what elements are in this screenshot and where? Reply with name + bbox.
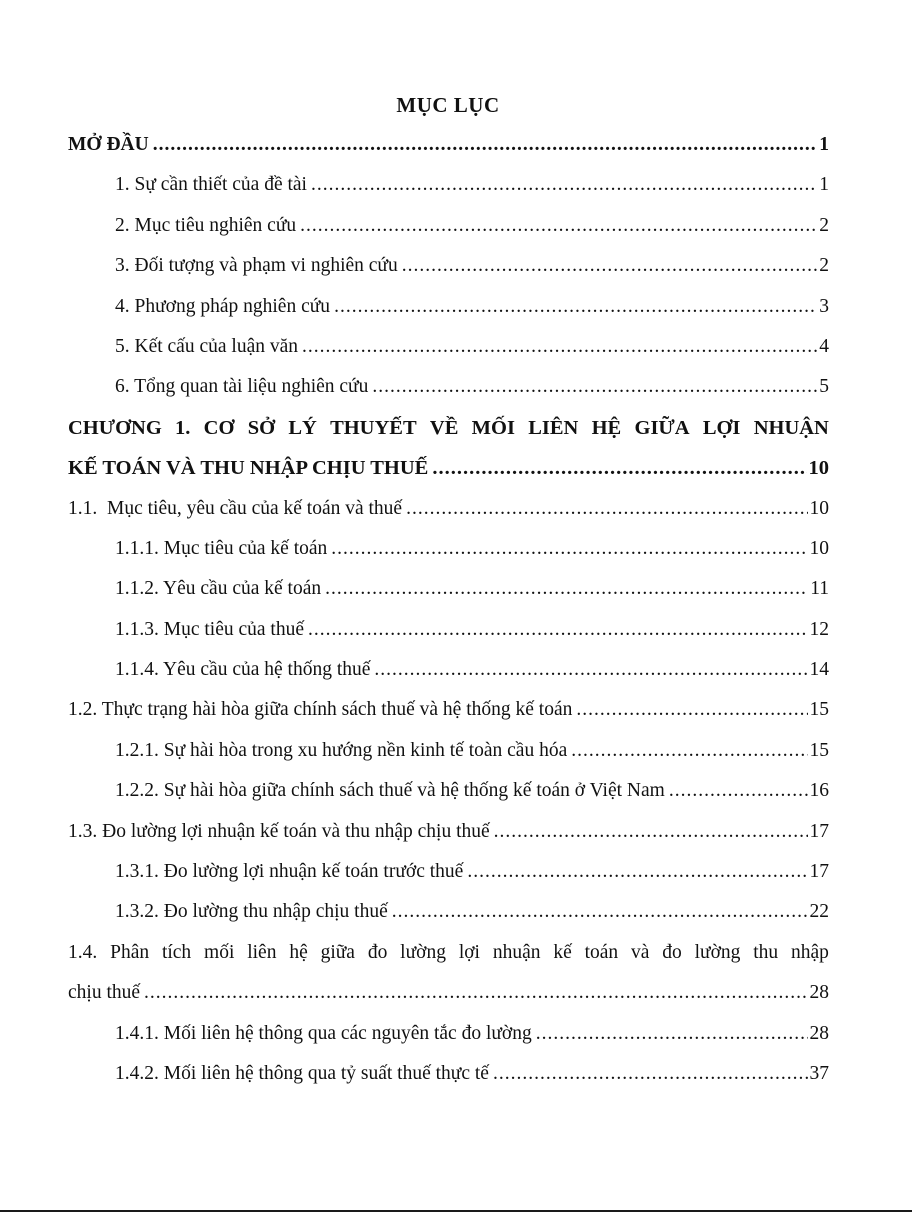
- toc-entry-label: 1.4.1. Mối liên hệ thông qua các nguyên tắc đo lường: [115, 1022, 532, 1044]
- toc-entry-page: 28: [809, 1022, 829, 1044]
- toc-entry-mo-dau[interactable]: [68, 134, 829, 174]
- dot-leader: [432, 457, 806, 480]
- dot-leader: [493, 1063, 808, 1085]
- heading-word: lợi: [458, 941, 480, 963]
- dot-leader: [308, 619, 808, 641]
- toc-entry-label: 1.2. Thực trạng hài hòa giữa chính sách thuế và hệ thống kế toán: [68, 699, 573, 721]
- heading-word: LIÊN: [528, 416, 579, 439]
- toc-entry-label: 1.2.1. Sự hài hòa trong xu hướng nền kinh tế toàn cầu hóa: [115, 739, 568, 761]
- heading-word: mối: [204, 941, 235, 963]
- heading-word: toán: [584, 941, 619, 963]
- toc-entry-page: 5: [819, 376, 829, 398]
- toc-entry-page: 10: [809, 537, 829, 559]
- toc-entry-6[interactable]: [68, 376, 829, 416]
- heading-word: và: [630, 941, 650, 963]
- heading-word: 1.4.: [68, 941, 98, 963]
- toc-entry-page: 28: [809, 982, 829, 1004]
- chapter-heading-line-2: [68, 457, 829, 497]
- toc-entry-label: 1.3. Đo lường lợi nhuận kế toán và thu nhập chịu thuế: [68, 820, 490, 842]
- toc-entry-1-1-1[interactable]: [68, 538, 829, 578]
- toc-entry-1-4-1[interactable]: [68, 1023, 829, 1063]
- heading-word: VỀ: [429, 416, 459, 439]
- dot-leader: [402, 255, 818, 277]
- heading-word: kế: [553, 941, 572, 963]
- toc-entry-page: 10: [808, 457, 829, 480]
- toc-entry-label: 1.1. Mục tiêu, yêu cầu của kế toán và thuế: [68, 497, 403, 519]
- heading-word: MỐI: [471, 416, 515, 439]
- heading-word: lường: [694, 941, 741, 963]
- dot-leader: [406, 498, 807, 520]
- dot-leader: [302, 336, 817, 358]
- toc-entry-1-2[interactable]: [68, 699, 829, 739]
- toc-entry-page: 4: [819, 335, 829, 357]
- toc-entry-page: 1: [819, 134, 829, 155]
- toc-entry-label: 1.4.2. Mối liên hệ thông qua tỷ suất thuế thực tế: [115, 1062, 489, 1084]
- toc-entry-4[interactable]: [68, 296, 829, 336]
- toc-entry-page: 15: [809, 699, 829, 721]
- dot-leader: [536, 1023, 808, 1045]
- chapter-heading-line-1: [68, 417, 829, 457]
- heading-word: NHUẬN: [753, 416, 829, 439]
- heading-word: đo: [367, 941, 388, 963]
- heading-word: CHƯƠNG: [68, 416, 162, 439]
- toc-entry-page: 3: [819, 295, 829, 317]
- toc-entry-chapter-1[interactable]: [68, 417, 829, 498]
- heading-word: nhập: [791, 941, 829, 963]
- toc-entry-label: 1. Sự cần thiết của đề tài: [115, 174, 307, 196]
- dot-leader: [571, 740, 807, 762]
- toc-entry-1-4[interactable]: [68, 942, 829, 1023]
- dot-leader: [325, 578, 808, 600]
- dot-leader: [334, 296, 817, 318]
- toc-entry-page: 37: [809, 1062, 829, 1084]
- toc-entry-label: 2. Mục tiêu nghiên cứu: [115, 214, 297, 236]
- toc-entry-1[interactable]: [68, 174, 829, 214]
- dot-leader: [144, 982, 807, 1004]
- toc-entry-page: 10: [809, 497, 829, 519]
- toc-entry-page: 2: [819, 214, 829, 236]
- toc-entry-1-1[interactable]: [68, 498, 829, 538]
- toc-entry-page: 1: [819, 174, 829, 196]
- toc-entry-label: 1.3.2. Đo lường thu nhập chịu thuế: [115, 901, 388, 923]
- toc-entry-page: 11: [810, 578, 829, 600]
- toc-entry-label: 6. Tổng quan tài liệu nghiên cứu: [115, 376, 369, 398]
- dot-leader: [331, 538, 807, 560]
- toc-entry-label: 1.2.2. Sự hài hòa giữa chính sách thuế và hệ thống kế toán ở Việt Nam: [115, 780, 665, 802]
- heading-word: CƠ: [203, 416, 235, 439]
- toc-entry-label: 1.1.2. Yêu cầu của kế toán: [115, 578, 322, 600]
- toc-entry-label: chịu thuế: [68, 982, 141, 1004]
- toc-entry-label: 4. Phương pháp nghiên cứu: [115, 295, 331, 317]
- toc-entry-label: MỞ ĐẦU: [68, 134, 149, 155]
- toc-entry-page: 16: [809, 780, 829, 802]
- toc-entry-1-3-1[interactable]: [68, 861, 829, 901]
- heading-word: Phân: [110, 941, 150, 963]
- toc-entry-label: 5. Kết cấu của luận văn: [115, 335, 299, 357]
- dot-leader: [392, 901, 808, 923]
- heading-word: thu: [753, 941, 779, 963]
- heading-word: 1.: [175, 416, 191, 439]
- toc-entry-label: 1.3.1. Đo lường lợi nhuận kế toán trước thuế: [115, 861, 464, 883]
- heading-word: SỞ: [247, 416, 276, 439]
- heading-word: liên: [247, 941, 277, 963]
- heading-word: THUYẾT: [330, 416, 417, 439]
- heading-word: GIỮA: [634, 416, 690, 439]
- heading-word: đo: [662, 941, 682, 963]
- toc-entry-5[interactable]: [68, 336, 829, 376]
- toc-entry-3[interactable]: [68, 255, 829, 295]
- wrapped-heading-line-1: [68, 942, 829, 982]
- toc-entry-1-2-2[interactable]: [68, 780, 829, 820]
- toc-entry-1-4-2[interactable]: [68, 1063, 829, 1103]
- toc-entry-label: 1.1.1. Mục tiêu của kế toán: [115, 537, 328, 559]
- toc-entry-page: 17: [809, 861, 829, 883]
- toc-entry-1-3[interactable]: [68, 821, 829, 861]
- dot-leader: [300, 215, 817, 237]
- dot-leader: [372, 376, 817, 398]
- toc-entry-1-1-2[interactable]: [68, 578, 829, 618]
- heading-word: tích: [161, 941, 192, 963]
- toc-entry-label: KẾ TOÁN VÀ THU NHẬP CHỊU THUẾ: [68, 457, 429, 480]
- heading-word: LỢI: [702, 416, 741, 439]
- heading-word: nhuận: [492, 941, 541, 963]
- heading-word: LÝ: [288, 416, 317, 439]
- dot-leader: [669, 780, 808, 802]
- heading-word: lường: [400, 941, 446, 963]
- toc-entry-label: 1.1.4. Yêu cầu của hệ thống thuế: [115, 659, 371, 681]
- toc-entry-page: 22: [809, 901, 829, 923]
- dot-leader: [494, 821, 808, 843]
- dot-leader: [576, 699, 807, 721]
- toc-entry-2[interactable]: [68, 215, 829, 255]
- dot-leader: [153, 134, 818, 156]
- toc-entry-page: 12: [809, 618, 829, 640]
- heading-word: hệ: [289, 941, 308, 963]
- page-title: MỤC LỤC: [396, 93, 500, 117]
- page-bottom-border: [0, 1210, 912, 1212]
- dot-leader: [374, 659, 807, 681]
- toc-entry-1-2-1[interactable]: [68, 740, 829, 780]
- toc-entry-page: 2: [819, 255, 829, 277]
- toc-entry-page: 17: [809, 820, 829, 842]
- toc-entry-page: 15: [809, 739, 829, 761]
- toc-entry-label: 3. Đối tượng và phạm vi nghiên cứu: [115, 255, 398, 277]
- table-of-contents: [68, 134, 829, 1103]
- dot-leader: [311, 174, 817, 196]
- heading-word: giữa: [320, 941, 355, 963]
- toc-entry-1-1-3[interactable]: [68, 619, 829, 659]
- heading-word: HỆ: [591, 416, 622, 439]
- toc-entry-label: 1.1.3. Mục tiêu của thuế: [115, 618, 304, 640]
- toc-entry-1-3-2[interactable]: [68, 901, 829, 941]
- toc-entry-page: 14: [809, 659, 829, 681]
- dot-leader: [467, 861, 807, 883]
- wrapped-heading-line-2: [68, 982, 829, 1022]
- toc-entry-1-1-4[interactable]: [68, 659, 829, 699]
